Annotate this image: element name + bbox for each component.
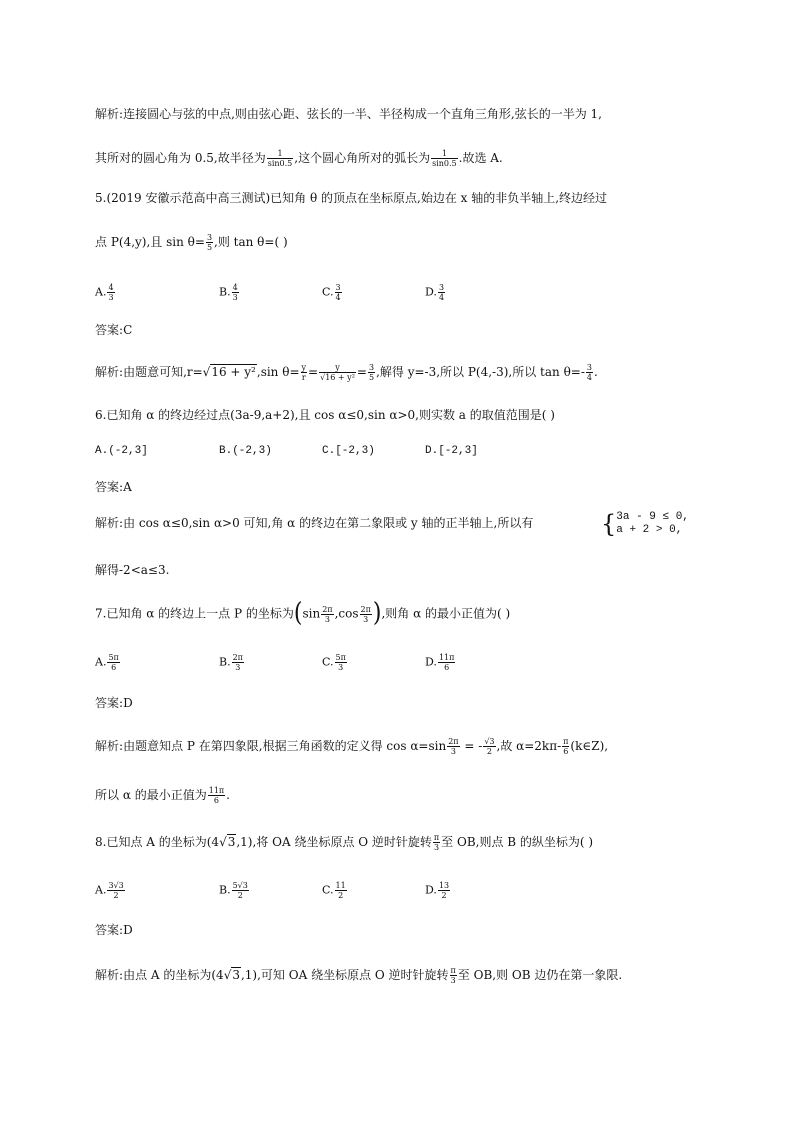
solution-line: 其所对的圆心角为 0.5,故半径为 $\frac{1}{\sin 0.5}$ ,这个圆心角所对的弧长为 $\frac{1}{\sin 0.5}$ .故选 A. [95,149,503,168]
answer-value: A [123,480,132,494]
solution-label: 解析 [95,365,120,379]
option-b: B. $\frac{2\pi}{3}$ [219,653,243,672]
option-d: D.[-2,3] [425,445,478,457]
question-5-stem-line2: 点 P(4,y),且 sin θ= $\frac{3}{5}$ ,则 tan θ=( ) [95,233,288,252]
option-d: D. $\frac{3}{4}$ [425,283,445,302]
option-d: D. $\frac{11\pi}{6}$ [425,653,455,672]
solution-label: 解析 [95,968,120,982]
solution-label: 解析 [95,516,120,530]
fraction: $\frac{1}{\sin 0.5}$ [432,149,457,168]
solution-line: 解析:由题意知点 P 在第四象限,根据三角函数的定义得 cos α=sin $\frac{2\pi}{3}$ = - $\frac{√3}{2}$ ,故 α=2kπ- $\frac{\pi}{6}$ (k∈Z), [95,737,609,756]
option-b: B. $\frac{4}{3}$ [219,283,238,302]
option-c: C.[-2,3) [322,445,375,457]
question-6-stem: 6.已知角 α 的终边经过点(3a-9,a+2),且 cos α≤0,sin α>0,则实数 a 的取值范围是( ) [95,408,555,422]
option-a: A. $\frac{4}{3}$ [95,283,114,302]
option-a: A. $\frac{5\pi}{6}$ [95,653,119,672]
solution-label: 解析 [95,107,120,121]
solution-line: 所以 α 的最小正值为 $\frac{11\pi}{6}$ . [95,786,230,805]
solution-line: 解析:连接圆心与弦的中点,则由弦心距、弦长的一半、半径构成一个直角三角形,弦长的一半为 1, [95,107,602,121]
answer-line: 答案:D [95,696,133,710]
option-b: B. $\frac{5√3}{2}$ [219,881,248,900]
option-c: C. $\frac{3}{4}$ [322,283,341,302]
answer-value: D [123,923,133,937]
answer-line: 答案:A [95,480,132,494]
option-c: C. $\frac{11}{2}$ [322,881,346,900]
fraction: $\frac{3}{5}$ [206,233,213,252]
answer-value: C [123,323,133,337]
inequality-system: { 3a - 9 ≤ 0, a + 2 > 0, [601,510,689,538]
answer-value: D [123,696,133,710]
answer-label: 答案 [95,480,120,494]
option-c: C. $\frac{5\pi}{3}$ [322,653,346,672]
option-b: B.(-2,3) [219,445,272,457]
solution-label: 解析 [95,739,120,753]
solution-line: 解得-2<a≤3. [95,563,170,577]
option-a: A.(-2,3] [95,445,148,457]
option-a: A. $\frac{3√3}{2}$ [95,881,124,900]
question-5-stem: 5.(2019 安徽示范高中高三测试)已知角 θ 的顶点在坐标原点,始边在 x 轴的非负半轴上,终边经过 [95,191,608,205]
answer-label: 答案 [95,696,120,710]
answer-label: 答案 [95,923,120,937]
answer-line: 答案:C [95,323,133,337]
solution-text: 连接圆心与弦的中点,则由弦心距、弦长的一半、半径构成一个直角三角形,弦长的一半为 1, [123,107,602,121]
option-d: D. $\frac{13}{2}$ [425,881,450,900]
answer-line: 答案:D [95,923,133,937]
solution-line: 解析:由题意可知,r=√16 + y²,sin θ= $\frac{y}{r}$ = $\frac{y}{\text{√16 + y²}}$ = $\frac{3}{5}$ ,解得 y=-3,所以 P(4,-3),所以 tan θ=- $\frac{3}{4}$ . [95,363,598,382]
question-8-stem: 8.已知点 A 的坐标为(4√3,1),将 OA 绕坐标原点 O 逆时针旋转 $\frac{\pi}{3}$ 至 OB,则点 B 的纵坐标为( ) [95,833,594,852]
answer-label: 答案 [95,323,120,337]
fraction: $\frac{1}{\sin 0.5}$ [267,149,293,168]
solution-line: 解析:由点 A 的坐标为(4√3,1),可知 OA 绕坐标原点 O 逆时针旋转 $\frac{\pi}{3}$ 至 OB,则 OB 边仍在第一象限. [95,966,623,985]
question-7-stem: 7.已知角 α 的终边上一点 P 的坐标为(sin $\frac{2\pi}{3}$ ,cos $\frac{2\pi}{3}$ ),则角 α 的最小正值为( ) [95,598,511,629]
solution-line: 解析:由 cos α≤0,sin α>0 可知,角 α 的终边在第二象限或 y 轴的正半轴上,所以有 [95,516,534,530]
